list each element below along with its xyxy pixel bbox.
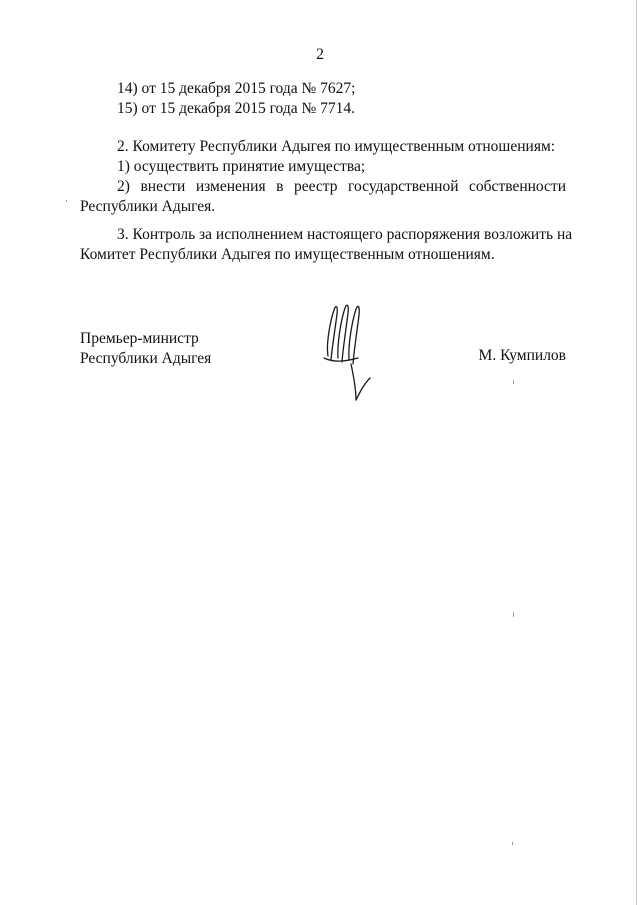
- scan-edge: [636, 0, 637, 905]
- signatory-position: [80, 329, 211, 369]
- scan-speck: [513, 612, 514, 617]
- scan-speck: [512, 842, 513, 845]
- handwritten-signature: [318, 300, 378, 402]
- page-number: 2: [316, 46, 324, 63]
- signatory-name: М. Кумпилов: [478, 347, 566, 364]
- item-3-line-1: 3. Контроль за исполнением настоящего распоряжения возложить на: [117, 226, 573, 243]
- item-2-sub-2-line-2: Республики Адыгея.: [80, 198, 216, 215]
- item-2-sub-2-line-1: 2) внести изменения в реестр государственной собственности: [117, 178, 566, 195]
- list-item-15: 15) от 15 декабря 2015 года № 7714.: [117, 100, 356, 117]
- item-2-sub-1: 1) осуществить принятие имущества;: [117, 158, 366, 175]
- item-3-line-2: Комитет Республики Адыгея по имущественным отношениям.: [80, 246, 495, 263]
- position-line-1: Премьер-министр: [80, 330, 199, 347]
- scan-speck: [513, 380, 514, 384]
- scan-speck: [66, 200, 67, 202]
- list-item-14: 14) от 15 декабря 2015 года № 7627;: [117, 80, 356, 97]
- item-2-heading: 2. Комитету Республики Адыгея по имущественным отношениям:: [117, 138, 556, 155]
- position-line-2: Республики Адыгея: [80, 350, 212, 367]
